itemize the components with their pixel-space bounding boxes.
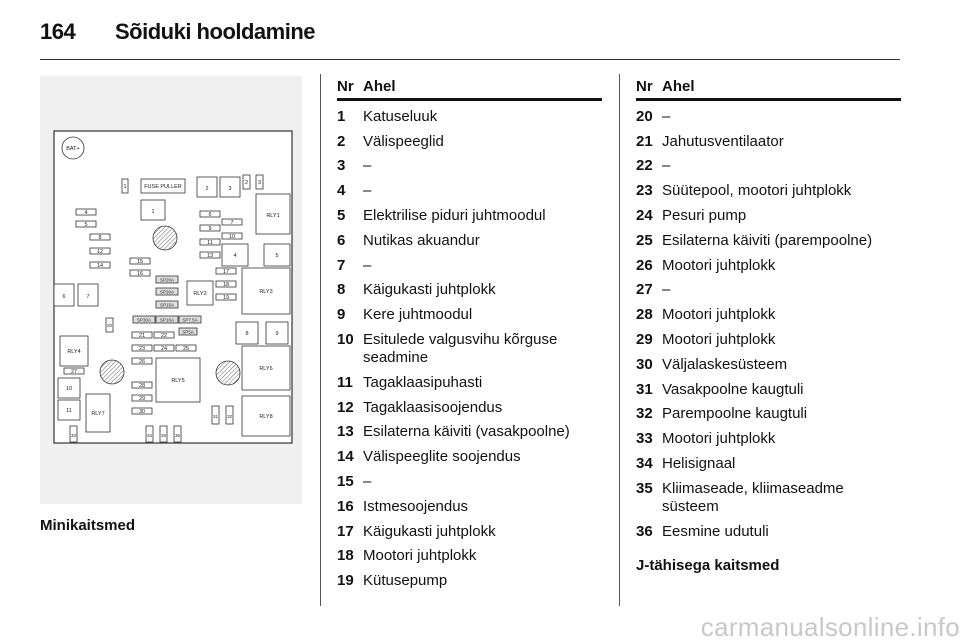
table-row: [636, 405, 901, 423]
svg-text:31: 31: [212, 414, 219, 419]
fuse-socket: [100, 360, 124, 384]
circuit-name: Kliimaseade, kliimaseadme süsteem: [662, 479, 844, 515]
table-row: [636, 331, 901, 349]
table-row: [337, 473, 602, 491]
table-row: [337, 232, 602, 250]
bat-label: BAT+: [66, 146, 80, 152]
fuse-number: 1: [337, 107, 346, 125]
table-row: [636, 430, 901, 448]
svg-text:16: 16: [136, 271, 144, 277]
table-row: [636, 306, 901, 324]
column-divider: [320, 74, 321, 606]
fuse-label: SP10A: [159, 317, 175, 323]
relay-1-label: RLY1: [266, 213, 280, 219]
table-row: [636, 133, 901, 151]
fuse-number: 33: [636, 430, 653, 448]
svg-text:7: 7: [230, 220, 234, 226]
circuit-name: Esitulede valgusvihu kõrguse seadmine: [363, 330, 558, 366]
circuit-name: Kütusepump: [363, 572, 448, 590]
fuse-number: 21: [636, 132, 653, 150]
watermark: carmanualsonline.info: [700, 612, 960, 642]
svg-text:9: 9: [208, 226, 212, 232]
svg-text:20: 20: [106, 323, 113, 328]
svg-text:8: 8: [245, 331, 249, 337]
fuse-number: 7: [337, 256, 346, 274]
fuse-number: 9: [337, 306, 346, 324]
circuit-name: –: [363, 182, 372, 200]
circuit-name: Käigukasti juhtplokk: [363, 522, 496, 540]
svg-text:12: 12: [96, 249, 104, 255]
table-row: [636, 281, 901, 299]
fuse-label: SP30A: [136, 317, 152, 323]
relay-7-label: RLY7: [91, 411, 105, 417]
table-row: [636, 257, 901, 275]
circuit-name: Jahutusventilaator: [662, 132, 784, 150]
svg-text:23: 23: [138, 346, 146, 352]
fuse-number: 5: [337, 206, 346, 224]
circuit-name: Vasakpoolne kaugtuli: [662, 380, 804, 398]
fuse-number: 26: [636, 256, 653, 274]
fuse-number: 19: [337, 572, 354, 590]
fuse-puller-label: FUSE PULLER: [144, 184, 182, 190]
table-row: [337, 523, 602, 541]
svg-text:21: 21: [138, 333, 146, 339]
svg-text:35: 35: [160, 433, 167, 438]
svg-text:24: 24: [160, 346, 168, 352]
table-row: [337, 374, 602, 392]
page-number: 164: [40, 19, 76, 44]
table-row: [337, 182, 602, 200]
svg-text:17: 17: [222, 269, 230, 275]
svg-text:19: 19: [222, 295, 230, 301]
fuse-number: 6: [337, 231, 346, 249]
svg-text:30: 30: [138, 409, 146, 415]
circuit-name: –: [363, 472, 372, 490]
fuse-number: 12: [337, 398, 354, 416]
fuse-number: 24: [636, 206, 653, 224]
fuse-number: 14: [337, 448, 354, 466]
svg-text:29: 29: [138, 396, 146, 402]
fuse-table-left: [337, 78, 602, 590]
svg-text:3: 3: [257, 180, 262, 186]
fuse-label: SP15A: [159, 302, 175, 308]
svg-text:14: 14: [96, 263, 104, 269]
circuit-name: –: [363, 157, 372, 175]
svg-text:34: 34: [146, 433, 153, 438]
svg-text:9: 9: [275, 331, 279, 337]
fuse-table-right: [636, 78, 901, 541]
svg-text:2: 2: [244, 180, 249, 186]
table-row: [636, 182, 901, 200]
header-circuit: Ahel: [363, 78, 396, 95]
fuse-label: SP5A: [182, 329, 194, 335]
circuit-name: Mootori juhtplokk: [662, 430, 776, 448]
circuit-name: –: [662, 107, 671, 125]
svg-text:15: 15: [136, 259, 144, 265]
figure-caption: Minikaitsmed: [40, 517, 136, 534]
table-row: [337, 108, 602, 126]
table-row: [636, 157, 901, 175]
svg-text:36: 36: [174, 433, 181, 438]
circuit-name: –: [363, 256, 372, 274]
svg-text:5: 5: [84, 222, 88, 228]
svg-text:5: 5: [275, 253, 279, 259]
fuse-number: 36: [636, 522, 653, 540]
circuit-name: Välispeeglid: [363, 132, 444, 150]
header-rule: [40, 59, 900, 60]
table-row: [337, 257, 602, 275]
relay-6-label: RLY6: [259, 366, 273, 372]
svg-text:4: 4: [84, 210, 88, 216]
table-row: [636, 232, 901, 250]
fuse-number: 18: [337, 547, 354, 565]
fuse-number: 13: [337, 423, 354, 441]
svg-text:11: 11: [207, 240, 213, 246]
fuse-number: 3: [337, 157, 346, 175]
table-row: [636, 480, 901, 516]
svg-text:11: 11: [66, 408, 72, 414]
section-subheading: J-tähisega kaitsmed: [636, 557, 780, 574]
relay-4-label: RLY4: [67, 349, 81, 355]
fuse-socket: [216, 361, 240, 385]
fuse-number: 34: [636, 454, 653, 472]
svg-text:8: 8: [98, 235, 102, 241]
circuit-name: Pesuri pump: [662, 206, 747, 224]
table-row: [337, 399, 602, 417]
fuse-label: SP7.5A: [182, 317, 198, 323]
table-row: [636, 356, 901, 374]
fuse-number: 11: [337, 373, 353, 391]
svg-text:25: 25: [182, 346, 190, 352]
fuse-number: 8: [337, 281, 346, 299]
page-title: Sõiduki hooldamine: [115, 19, 316, 44]
fuse-number: 10: [337, 330, 354, 348]
table-row: [337, 306, 602, 324]
table-row: [636, 108, 901, 126]
svg-text:10: 10: [65, 386, 73, 392]
circuit-name: Nutikas akuandur: [363, 231, 480, 249]
svg-text:32: 32: [226, 414, 233, 419]
table-row: [337, 157, 602, 175]
fuse-number: 17: [337, 522, 354, 540]
svg-text:6: 6: [62, 294, 66, 300]
circuit-name: Eesmine udutuli: [662, 522, 769, 540]
svg-text:22: 22: [160, 333, 168, 339]
table-row: [636, 455, 901, 473]
circuit-name: Süütepool, mootori juhtplokk: [662, 182, 852, 200]
fuse-socket: [153, 226, 177, 250]
fuse-number: 29: [636, 330, 653, 348]
table-row: [337, 448, 602, 466]
svg-text:26: 26: [138, 359, 146, 365]
table-row: [636, 381, 901, 399]
circuit-name: Tagaklaasisoojendus: [363, 398, 503, 416]
svg-text:18: 18: [222, 282, 230, 288]
svg-text:6: 6: [208, 212, 212, 218]
svg-text:13: 13: [206, 253, 214, 259]
svg-text:27: 27: [70, 369, 78, 375]
header-nr: Nr: [337, 78, 354, 95]
fuse-number: 23: [636, 182, 653, 200]
circuit-name: Väljalaskesüsteem: [662, 355, 788, 373]
fuse-number: 28: [636, 306, 653, 324]
circuit-name: Esilaterna käiviti (parempoolne): [662, 231, 873, 249]
fuse-number: 32: [636, 405, 653, 423]
table-header: [636, 78, 901, 101]
header-circuit: Ahel: [662, 78, 695, 95]
table-row: [337, 207, 602, 225]
table-row: [337, 572, 602, 590]
circuit-name: Esilaterna käiviti (vasakpoolne): [363, 423, 570, 441]
circuit-name: Kere juhtmoodul: [363, 306, 473, 324]
fuse-box-diagram: [40, 76, 302, 504]
circuit-name: –: [662, 157, 671, 175]
table-header: [337, 78, 602, 101]
circuit-name: Mootori juhtplokk: [662, 306, 776, 324]
fuse-number: 15: [337, 472, 354, 490]
relay-5-label: RLY5: [171, 378, 185, 384]
circuit-name: Mootori juhtplokk: [662, 256, 776, 274]
table-row: [337, 281, 602, 299]
fuse-label: SP20A: [159, 289, 175, 295]
table-row: [337, 547, 602, 565]
fuse-number: 20: [636, 107, 653, 125]
relay-8-label: RLY8: [259, 414, 273, 420]
svg-text:7: 7: [86, 294, 90, 300]
fuse-number: 2: [337, 132, 346, 150]
circuit-name: Tagaklaasipuhasti: [363, 373, 483, 391]
svg-text:33: 33: [70, 433, 77, 438]
column-divider: [619, 74, 620, 606]
fuse-label: SP20A: [159, 277, 175, 283]
fuse-number: 25: [636, 231, 653, 249]
relay-2-label: RLY2: [193, 291, 207, 297]
svg-text:3: 3: [228, 186, 232, 192]
relay-3-label: RLY3: [259, 289, 273, 295]
table-row: [337, 133, 602, 151]
svg-text:1: 1: [151, 209, 155, 215]
fuse-number: 16: [337, 497, 354, 515]
svg-text:4: 4: [233, 253, 237, 259]
svg-text:28: 28: [138, 383, 146, 389]
circuit-name: Välispeeglite soojendus: [363, 448, 521, 466]
fuse-number: 27: [636, 281, 653, 299]
circuit-name: Helisignaal: [662, 454, 736, 472]
table-row: [636, 523, 901, 541]
fuse-number: 35: [636, 479, 653, 497]
circuit-name: Elektrilise piduri juhtmoodul: [363, 206, 546, 224]
svg-text:10: 10: [228, 234, 236, 240]
circuit-name: Mootori juhtplokk: [662, 330, 776, 348]
circuit-name: –: [662, 281, 671, 299]
svg-text:1: 1: [123, 184, 127, 190]
fuse-number: 31: [636, 380, 653, 398]
header-nr: Nr: [636, 78, 653, 95]
circuit-name: Mootori juhtplokk: [363, 547, 477, 565]
table-row: [337, 331, 602, 367]
table-row: [636, 207, 901, 225]
fuse-number: 4: [337, 182, 346, 200]
circuit-name: Istmesoojendus: [363, 497, 469, 515]
circuit-name: Parempoolne kaugtuli: [662, 405, 808, 423]
circuit-name: Käigukasti juhtplokk: [363, 281, 496, 299]
table-row: [337, 498, 602, 516]
table-row: [337, 423, 602, 441]
circuit-name: Katuseluuk: [363, 107, 438, 125]
fuse-number: 30: [636, 355, 653, 373]
fuse-number: 22: [636, 157, 653, 175]
svg-text:2: 2: [205, 186, 209, 192]
